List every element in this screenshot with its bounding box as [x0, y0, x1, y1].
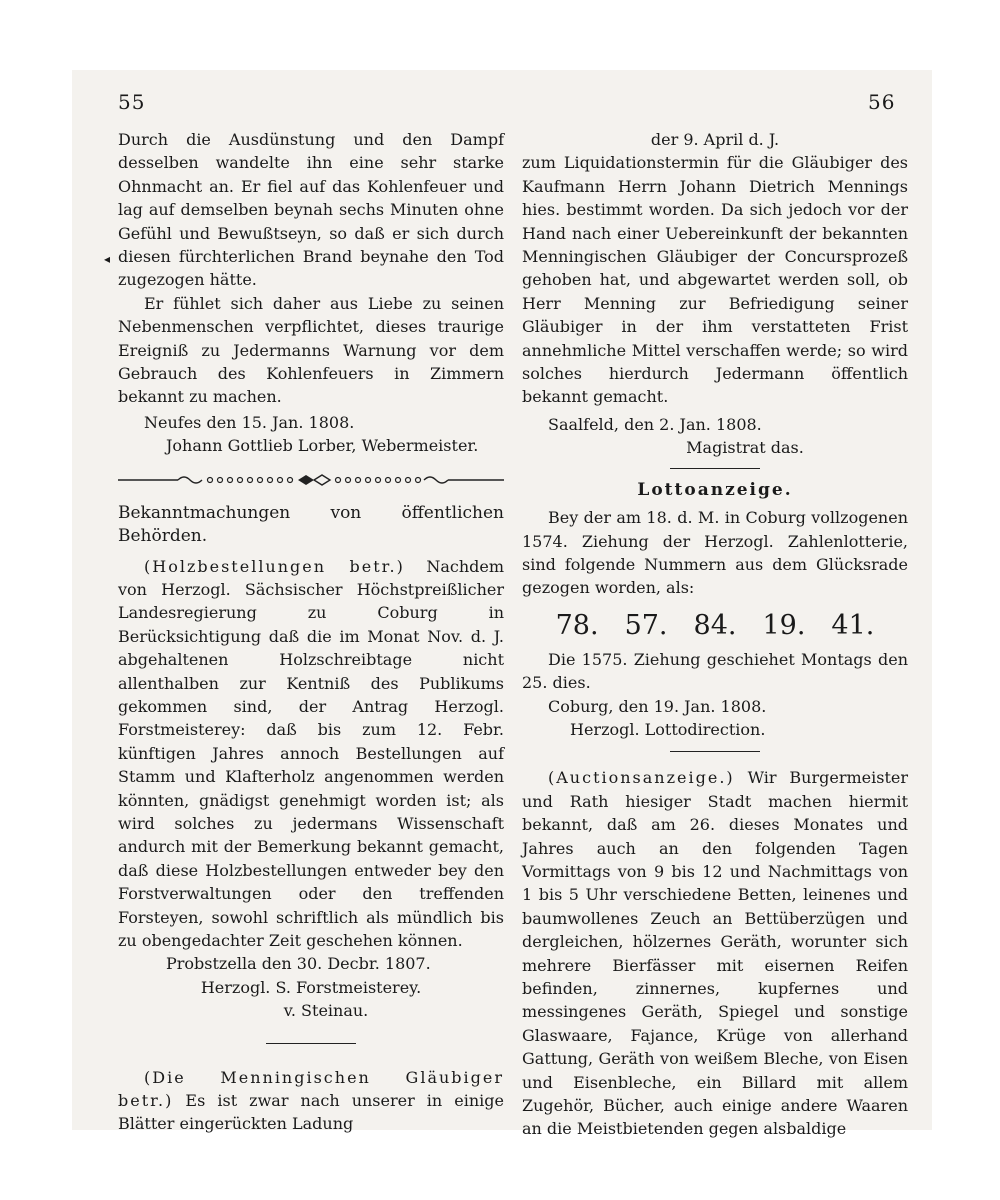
ornamental-divider: [118, 472, 504, 488]
lotto-text: Bey der am 18. d. M. in Coburg vollzogenen 1574. Ziehung der Herzogl. Zahlenlotterie, sind folgende Nummern aus dem Glücksrade gezogen worden, als:: [522, 508, 908, 598]
menning-continued-head: der 9. April d. J.: [650, 130, 780, 149]
section-heading: Bekanntmachungen von öffentlichen Behörden.: [118, 502, 504, 547]
holz-notice-date: Probstzella den 30. Decbr. 1807.: [166, 954, 431, 974]
menning-date: Saalfeld, den 2. Jan. 1808.: [548, 414, 762, 434]
lotto-number: 41.: [831, 609, 875, 641]
menning-continued-text: zum Liquidationstermin für die Gläubiger des Kaufmann Herrn Johann Dietrich Mennings hies. bestimmt worden. Da sich jedoch vor der Hand nach einer Uebereinkunft der bekannten Menningischen Gläubiger der Concursprozeß gehoben hat, und abgewartet werden soll, ob Herr Menning zur Befriedigung seiner Gläubiger in der ihm verstatteten Frist annehmliche Mittel verschaffen werde; so wird solches hierdurch Jedermann öffentlich bekannt gemacht.: [522, 153, 908, 407]
lotto-number: 78.: [555, 609, 599, 641]
menning-authority: Magistrat das.: [686, 438, 804, 458]
lotto-authority: Herzogl. Lottodirection.: [570, 719, 766, 739]
short-divider: [670, 468, 760, 469]
holz-notice-authority: Herzogl. S. Forstmeisterey.: [200, 977, 422, 997]
margin-mark: ◂: [104, 252, 111, 266]
menning-notice-text: Es ist zwar nach unserer in einige Blätter eingerückten Ladung: [118, 1091, 505, 1134]
holz-notice-name: v. Steinau.: [283, 1001, 369, 1021]
page-number-left: 55: [118, 90, 146, 114]
lotto-heading: Lottoanzeige.: [637, 479, 793, 500]
page-number-right: 56: [868, 90, 896, 114]
left-column: [118, 128, 504, 1136]
notice-date: Neufes den 15. Jan. 1808.: [144, 412, 355, 432]
continued-paragraph: Durch die Ausdünstung und den Dampf desselben wandelte ihn eine sehr starke Ohnmacht an. Er fiel auf das Kohlenfeuer und lag auf demselben beynah sechs Minuten ohne Gefühl und Bewußtseyn, so daß er sich durch diesen fürchterlichen Brand beynahe den Tod zugezogen hätte.: [118, 130, 504, 290]
holz-notice-tag: (Holzbestellungen betr.): [144, 556, 405, 576]
menning-notice-tag: (Die Menningischen Gläubiger betr.): [118, 1067, 504, 1111]
warning-paragraph: Er fühlet sich daher aus Liebe zu seinen Nebenmenschen verpflichtet, dieses traurige Ereigniß zu Jedermanns Warnung vor dem Gebrauch des Kohlenfeuers in Zimmern bekannt zu machen.: [118, 293, 504, 407]
menning-notice: [118, 1066, 504, 1136]
auction-notice-tag: (Auctionsanzeige.): [548, 768, 735, 788]
short-divider: [266, 1043, 356, 1044]
notice-signature: Johann Gottlieb Lorber, Webermeister.: [166, 436, 479, 456]
holz-notice: [118, 555, 504, 953]
short-divider: [670, 751, 760, 752]
lotto-date: Coburg, den 19. Jan. 1808.: [548, 696, 767, 716]
lotto-number: 19.: [762, 609, 806, 641]
lotto-next-draw: Die 1575. Ziehung geschiehet Montags den 25. dies.: [522, 649, 908, 693]
lotto-number: 84.: [693, 609, 737, 641]
lotto-number: 57.: [624, 609, 668, 641]
holz-notice-text: Nachdem von Herzogl. Sächsischer Höchstpreißlicher Landesregierung zu Coburg in Berücksichtigung daß die im Monat Nov. d. J. abgehaltenen Holzschreibtage nicht allenthalben zur Kentniß des Publikums gekommen sind, der Antrag Herzogl. Forstmeisterey: daß bis zum 12. Febr. künftigen Jahres annoch Bestellungen auf Stamm und Klafterholz angenommen werden könnten, gnädigst genehmigt worden ist; als wird solches zu jedermans Wissenschaft andurch mit der Bemerkung bekannt gemacht, daß diese Holzbestellungen entweder bey den Forstverwaltungen oder den treffenden Forsteyen, sowohl schriftlich als mündlich bis zu obengedachter Zeit geschehen können.: [118, 556, 504, 950]
auction-notice-text: Wir Burgermeister und Rath hiesiger Stadt machen hiermit bekannt, daß am 26. dieses Monates und Jahres auch an den folgenden Tagen Vormittags von 9 bis 12 und Nachmittags von 1 bis 5 Uhr verschiedene Betten, leinenes und baumwollenes Zeuch an Bettüberzügen und dergleichen, hölzernes Geräth, worunter sich mehrere Bierfässer mit eisernen Reifen befinden, zinnernes, kupfernes und messingenes Geräth, Spiegel und sonstige Glaswaare, Fajance, Krüge von allerhand Gattung, Geräth von weißem Bleche, von Eisen und Eisenbleche, ein Billard mit allem Zugehör, Bücher, auch einige andere Waaren an die Meistbietenden gegen alsbaldige: [522, 768, 908, 1139]
right-column: [522, 128, 908, 1141]
lotto-numbers: [522, 606, 908, 646]
auction-notice: [522, 766, 908, 1141]
